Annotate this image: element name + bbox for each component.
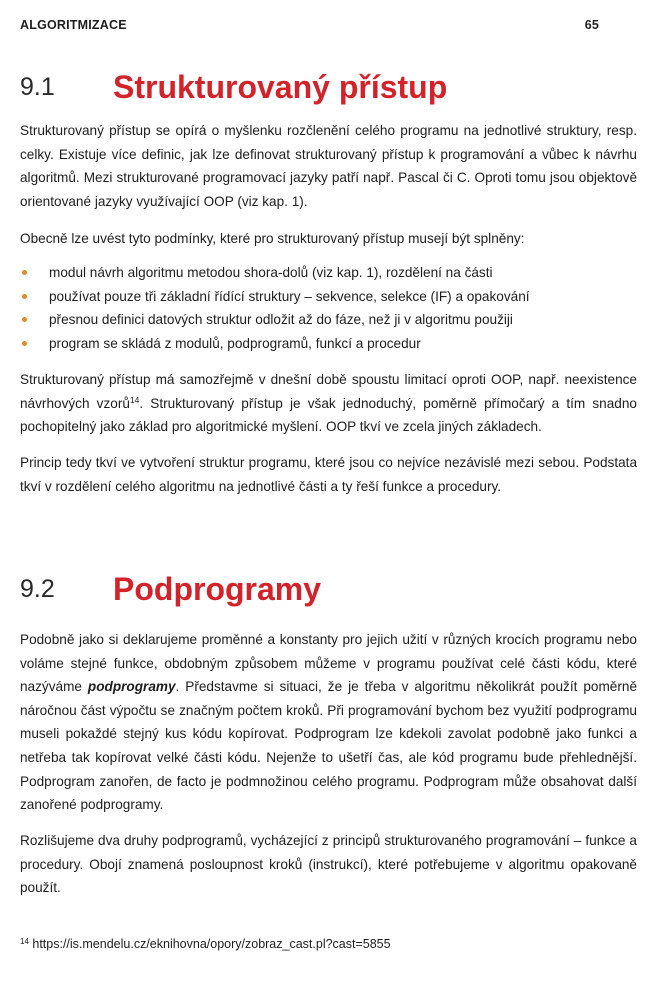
list-item: modul návrh algoritmu metodou shora-dolů (viz kap. 1), rozdělení na části bbox=[20, 261, 637, 285]
paragraph: Podobně jako si deklarujeme proměnné a konstanty pro jejich užití v různých krocích programu nebo voláme stejné funkce, obdobným způsobem můžeme v programu používat celé části kódu, které nazýváme podprogramy. Představme si situaci, že je třeba v algoritmu několikrát použít poměrně náročnou část výpočtu se značným počtem kroků. Při programování bychom bez využití podprogramu museli pokaždé stejný kus kódu kopírovat. Podprogram lze kdekoli zavolat podobně jako funkci a netřeba tak kopírovat velké části kódu. Nejenže to ušetří čas, ale kód programu bude přehlednější. Podprogram zanořen, de facto je podmnožinou celého programu. Podprogram může obsahovat další zanořené podprogramy. bbox=[20, 632, 637, 813]
section-heading-9-1 bbox=[20, 58, 641, 106]
paragraph: Strukturovaný přístup se opírá o myšlenku rozčlenění celého programu na jednotlivé struktury, resp. celky. Existuje více definic, jak lze definovat strukturovaný přístup k programování a vůbec k návrhu algoritmů. Mezi strukturované programovací jazyky patří např. Pascal či C. Oproti tomu jsou objektově orientované jazyky využívající OOP (viz kap. 1). bbox=[20, 123, 637, 209]
conditions-list bbox=[20, 261, 637, 355]
footnote-reference: 14 bbox=[129, 394, 140, 405]
bullet-icon bbox=[22, 341, 27, 346]
list-item: program se skládá z modulů, podprogramů, funkcí a procedur bbox=[20, 332, 637, 356]
paragraph: Princip tedy tkví ve vytvoření struktur programu, které jsou co nejvíce nezávislé mezi sebou. Podstata tkví v rozdělení celého algoritmu na jednotlivé části a ty řeší funkce a procedury. bbox=[20, 455, 637, 494]
footnote-url: https://is.mendelu.cz/eknihovna/opory/zobraz_cast.pl?cast=5855 bbox=[28, 937, 391, 951]
emphasized-term: podprogramy bbox=[87, 679, 176, 695]
footnote bbox=[20, 937, 391, 951]
section-number: 9.1 bbox=[20, 73, 55, 101]
paragraph: Strukturovaný přístup má samozřejmě v dnešní době spoustu limitací oproti OOP, např. neexistence návrhových vzorů$^{14}$. Strukturovaný přístup je však jednoduchý, poměrně přímočarý a tím snadno pochopitelný jako základ pro algoritmické myšlení. OOP tkví ve zcela jiných základech. bbox=[20, 372, 637, 435]
section-title: Podprogramy bbox=[113, 571, 322, 607]
bullet-icon bbox=[22, 294, 27, 299]
footnote-number: 14 bbox=[20, 937, 29, 946]
running-title: ALGORITMIZACE bbox=[20, 18, 127, 32]
section-title: Strukturovaný přístup bbox=[113, 69, 448, 105]
section-number: 9.2 bbox=[20, 575, 55, 603]
page-number: 65 bbox=[584, 18, 599, 32]
list-item: přesnou definici datových struktur odložit až do fáze, než ji v algoritmu použiji bbox=[20, 308, 637, 332]
paragraph: Obecně lze uvést tyto podmínky, které pro strukturovaný přístup musejí být splněny: bbox=[20, 231, 525, 246]
running-header bbox=[20, 18, 599, 38]
section-heading-9-2 bbox=[20, 560, 641, 608]
paragraph: Rozlišujeme dva druhy podprogramů, vycházející z principů strukturovaného programování – funkce a procedury. Obojí znamená posloupnost kroků (instrukcí), které potřebujeme v algoritmu opakovaně použít. bbox=[20, 833, 637, 896]
list-item: používat pouze tři základní řídící struktury – sekvence, selekce (IF) a opakování bbox=[20, 285, 637, 309]
bullet-icon bbox=[22, 317, 27, 322]
bullet-icon bbox=[22, 270, 27, 275]
